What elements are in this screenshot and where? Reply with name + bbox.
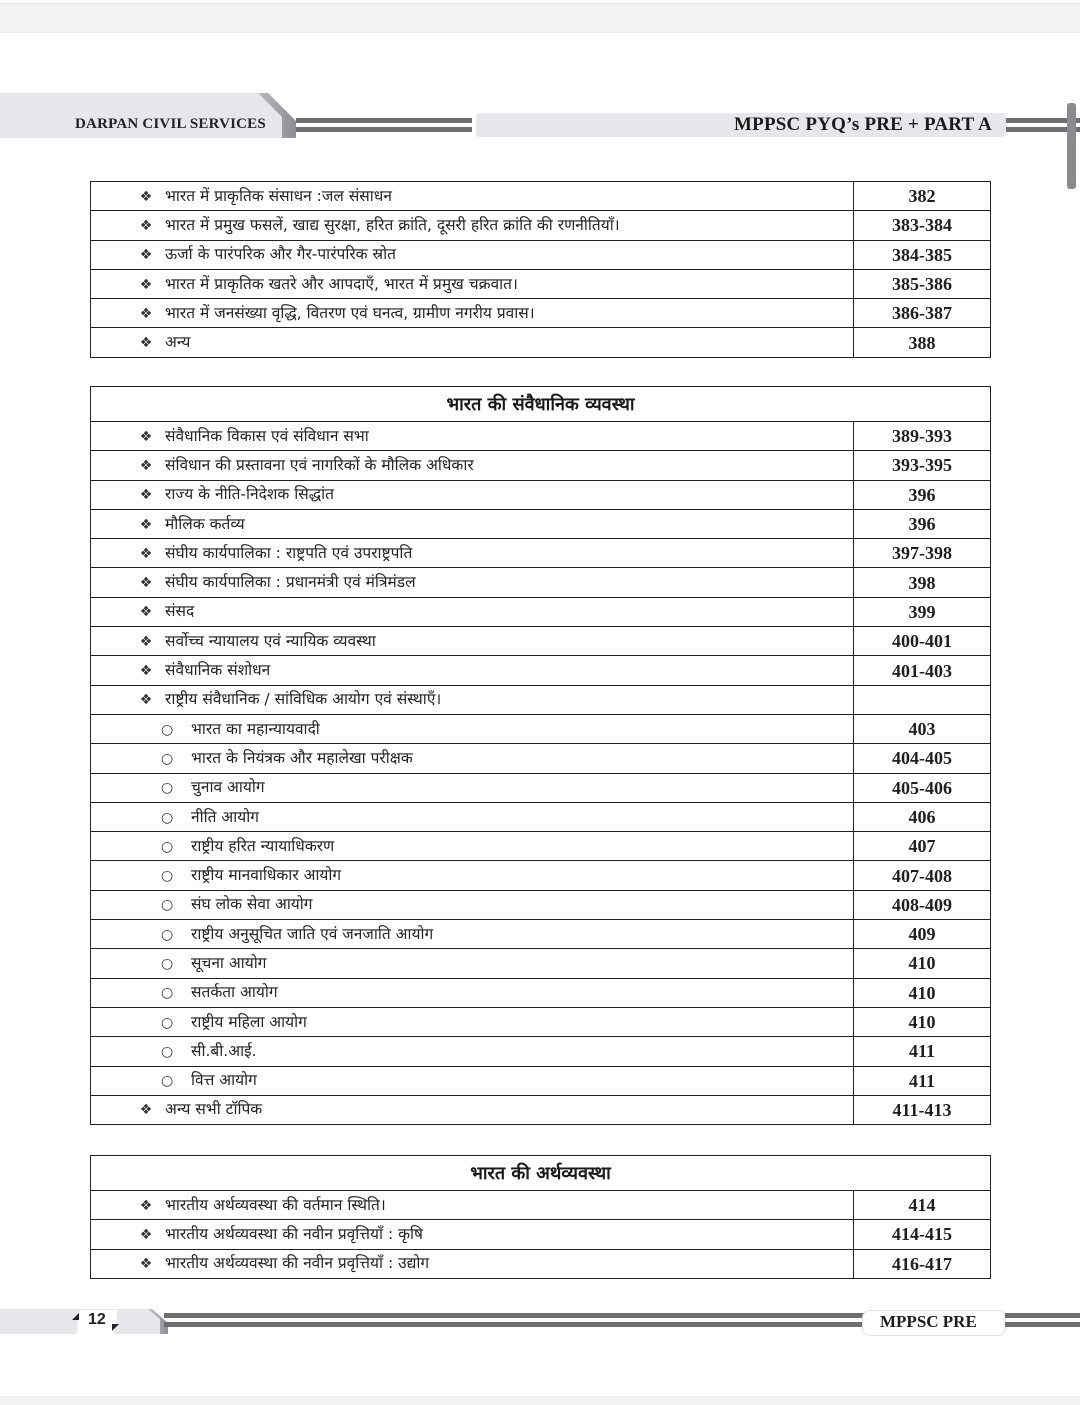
toc-entry-row	[91, 1249, 991, 1278]
topic-label: वित्त आयोग	[191, 1071, 257, 1090]
page-range-cell: 389-393	[854, 422, 991, 451]
diamond-bullet-icon: ❖	[139, 1197, 153, 1214]
diamond-bullet-icon: ❖	[139, 692, 153, 709]
page-range-cell: 411-413	[854, 1095, 991, 1124]
toc-entry-row	[91, 685, 991, 714]
topic-cell	[91, 597, 854, 626]
topic-cell	[91, 920, 854, 949]
page-range-cell: 403	[854, 714, 991, 743]
topic-cell	[91, 627, 854, 656]
topic-label: राज्य के नीति-निदेशक सिद्धांत	[165, 485, 334, 504]
page-range-cell: 400-401	[854, 627, 991, 656]
topic-label: संविधान की प्रस्तावना एवं नागरिकों के मौलिक अधिकार	[165, 455, 474, 474]
page-range-cell: 408-409	[854, 890, 991, 919]
topic-label: भारत का महान्यायवादी	[191, 719, 320, 738]
topic-label: राष्ट्रीय संवैधानिक / सांविधिक आयोग एवं संस्थाएँ।	[165, 690, 442, 709]
vertical-bar-decoration	[1067, 103, 1076, 189]
diamond-bullet-icon: ❖	[139, 604, 153, 621]
toc-subentry-row	[91, 1066, 991, 1095]
toc-entry-row	[91, 539, 991, 568]
topic-label: चुनाव आयोग	[191, 778, 265, 797]
page-range-cell: 386-387	[854, 299, 991, 328]
corner-triangle-icon	[112, 1324, 119, 1331]
topic-label: संवैधानिक संशोधन	[165, 661, 271, 680]
footer-title: MPPSC PRE	[880, 1312, 977, 1331]
diamond-bullet-icon: ❖	[139, 516, 153, 533]
topic-cell	[91, 422, 854, 451]
corner-triangle-icon	[72, 1313, 79, 1320]
topic-label: भारतीय अर्थव्यवस्था की वर्तमान स्थिति।	[165, 1195, 386, 1214]
page-range-cell: 407-408	[854, 861, 991, 890]
diamond-bullet-icon: ❖	[139, 247, 153, 264]
page-range-cell: 410	[854, 978, 991, 1007]
toc-entry-row	[91, 568, 991, 597]
topic-label: राष्ट्रीय मानवाधिकार आयोग	[191, 866, 342, 885]
topic-label: राष्ट्रीय महिला आयोग	[191, 1012, 307, 1031]
topic-cell	[91, 1037, 854, 1066]
circle-bullet-icon: ○	[161, 721, 174, 738]
topic-cell	[91, 1095, 854, 1124]
toc-entry-row	[91, 240, 991, 269]
page-range-cell: 393-395	[854, 451, 991, 480]
toc-entry-row	[91, 451, 991, 480]
topic-cell	[91, 949, 854, 978]
topic-label: सर्वोच्च न्यायालय एवं न्यायिक व्यवस्था	[165, 631, 376, 650]
topic-label: भारत के नियंत्रक और महालेखा परीक्षक	[191, 748, 413, 767]
topic-cell	[91, 802, 854, 831]
topic-cell	[91, 1007, 854, 1036]
page-range-cell: 405-406	[854, 773, 991, 802]
topic-label: भारतीय अर्थव्यवस्था की नवीन प्रवृत्तियाँ : कृषि	[165, 1224, 423, 1243]
page-range-cell: 382	[854, 182, 991, 211]
topic-label: राष्ट्रीय हरित न्यायाधिकरण	[191, 836, 335, 855]
page-range-cell: 398	[854, 568, 991, 597]
topic-label: नीति आयोग	[191, 807, 259, 826]
toc-subentry-row	[91, 1007, 991, 1036]
toc-entry-row	[91, 480, 991, 509]
circle-bullet-icon: ○	[161, 868, 174, 885]
diamond-bullet-icon: ❖	[139, 428, 153, 445]
diamond-bullet-icon: ❖	[139, 305, 153, 322]
page-range-cell: 411	[854, 1066, 991, 1095]
toc-table-geography	[90, 181, 991, 358]
page-range-cell: 411	[854, 1037, 991, 1066]
toc-entry-row	[91, 328, 991, 357]
header-double-rule	[296, 118, 472, 132]
diamond-bullet-icon: ❖	[139, 633, 153, 650]
page-range-cell: 396	[854, 509, 991, 538]
topic-cell	[91, 978, 854, 1007]
diamond-bullet-icon: ❖	[139, 1102, 153, 1119]
circle-bullet-icon: ○	[161, 838, 174, 855]
topic-cell	[91, 656, 854, 685]
topic-cell	[91, 861, 854, 890]
circle-bullet-icon: ○	[161, 750, 174, 767]
page-range-cell: 399	[854, 597, 991, 626]
topic-cell	[91, 269, 854, 298]
circle-bullet-icon: ○	[161, 926, 174, 943]
page-range-cell: 384-385	[854, 240, 991, 269]
page-range-cell: 396	[854, 480, 991, 509]
circle-bullet-icon: ○	[161, 955, 174, 972]
toc-entry-row	[91, 627, 991, 656]
topic-cell	[91, 539, 854, 568]
book-title: MPPSC PYQ’s PRE + PART A	[734, 114, 992, 135]
toc-entry-row	[91, 269, 991, 298]
publisher-name: DARPAN CIVIL SERVICES	[75, 116, 266, 132]
topic-label: भारत में जनसंख्या वृद्धि, वितरण एवं घनत्व, ग्रामीण नगरीय प्रवास।	[165, 303, 535, 322]
page-range-cell: 409	[854, 920, 991, 949]
topic-cell	[91, 240, 854, 269]
page-range-cell: 406	[854, 802, 991, 831]
toc-entry-row	[91, 182, 991, 211]
circle-bullet-icon: ○	[161, 809, 174, 826]
toc-entry-row	[91, 422, 991, 451]
circle-bullet-icon: ○	[161, 1043, 174, 1060]
diamond-bullet-icon: ❖	[139, 545, 153, 562]
diamond-bullet-icon: ❖	[139, 575, 153, 592]
toc-subentry-row	[91, 1037, 991, 1066]
toc-entry-row	[91, 1220, 991, 1249]
section-title: भारत की अर्थव्यवस्था	[91, 1156, 991, 1191]
toc-entry-row	[91, 1191, 991, 1220]
diamond-bullet-icon: ❖	[139, 1256, 153, 1273]
diamond-bullet-icon: ❖	[139, 276, 153, 293]
topic-cell	[91, 568, 854, 597]
diamond-bullet-icon: ❖	[139, 1226, 153, 1243]
page-number: 12	[88, 1311, 106, 1328]
circle-bullet-icon: ○	[161, 897, 174, 914]
toc-subentry-row	[91, 890, 991, 919]
page-range-cell: 404-405	[854, 744, 991, 773]
topic-cell	[91, 299, 854, 328]
toc-subentry-row	[91, 832, 991, 861]
page-range-cell: 414	[854, 1191, 991, 1220]
page-range-cell: 385-386	[854, 269, 991, 298]
footer-double-rule	[164, 1313, 864, 1327]
topic-cell	[91, 714, 854, 743]
toc-entry-row	[91, 211, 991, 240]
toc-table-economy	[90, 1155, 991, 1279]
topic-cell	[91, 509, 854, 538]
diamond-bullet-icon: ❖	[139, 188, 153, 205]
diamond-bullet-icon: ❖	[139, 335, 153, 352]
topic-label: राष्ट्रीय अनुसूचित जाति एवं जनजाति आयोग	[191, 924, 434, 943]
topic-cell	[91, 832, 854, 861]
viewer-top-strip	[0, 3, 1080, 33]
topic-cell	[91, 1249, 854, 1278]
topic-cell	[91, 773, 854, 802]
topic-label: भारत में प्राकृतिक खतरे और आपदाएँ, भारत में प्रमुख चक्रवात।	[165, 274, 518, 293]
topic-label: ऊर्जा के पारंपरिक और गैर-पारंपरिक स्रोत	[165, 245, 397, 264]
topic-label: भारतीय अर्थव्यवस्था की नवीन प्रवृत्तियाँ : उद्योग	[165, 1254, 430, 1273]
page-range-cell: 388	[854, 328, 991, 357]
toc-entry-row	[91, 299, 991, 328]
page-range-cell: 416-417	[854, 1249, 991, 1278]
topic-label: संघ लोक सेवा आयोग	[191, 895, 313, 914]
topic-cell	[91, 1191, 854, 1220]
topic-label: संघीय कार्यपालिका : राष्ट्रपति एवं उपराष्ट्रपति	[165, 543, 413, 562]
diamond-bullet-icon: ❖	[139, 457, 153, 474]
circle-bullet-icon: ○	[161, 985, 174, 1002]
topic-cell	[91, 744, 854, 773]
topic-label: मौलिक कर्तव्य	[165, 514, 245, 533]
diamond-bullet-icon: ❖	[139, 217, 153, 234]
toc-subentry-row	[91, 802, 991, 831]
toc-subentry-row	[91, 861, 991, 890]
page-range-cell: 414-415	[854, 1220, 991, 1249]
topic-cell	[91, 451, 854, 480]
toc-table-polity	[90, 386, 991, 1125]
topic-label: अन्य	[165, 333, 191, 352]
topic-label: भारत में प्राकृतिक संसाधन :जल संसाधन	[165, 186, 392, 205]
toc-entry-row	[91, 1095, 991, 1124]
page-range-cell: 407	[854, 832, 991, 861]
page-range-cell: 410	[854, 949, 991, 978]
topic-label: संवैधानिक विकास एवं संविधान सभा	[165, 426, 369, 445]
topic-cell	[91, 182, 854, 211]
topic-cell	[91, 1066, 854, 1095]
circle-bullet-icon: ○	[161, 780, 174, 797]
toc-subentry-row	[91, 773, 991, 802]
diamond-bullet-icon: ❖	[139, 487, 153, 504]
toc-entry-row	[91, 509, 991, 538]
toc-subentry-row	[91, 978, 991, 1007]
topic-label: अन्य सभी टॉपिक	[165, 1100, 263, 1119]
topic-cell	[91, 685, 854, 714]
toc-subentry-row	[91, 744, 991, 773]
topic-label: सूचना आयोग	[191, 953, 267, 972]
toc-subentry-row	[91, 714, 991, 743]
topic-cell	[91, 1220, 854, 1249]
page-range-cell	[854, 685, 991, 714]
page-range-cell: 401-403	[854, 656, 991, 685]
section-title: भारत की संवैधानिक व्यवस्था	[91, 387, 991, 422]
toc-entry-row	[91, 597, 991, 626]
topic-label: सी.बी.आई.	[191, 1041, 257, 1060]
topic-cell	[91, 328, 854, 357]
topic-cell	[91, 890, 854, 919]
toc-entry-row	[91, 656, 991, 685]
page-range-cell: 397-398	[854, 539, 991, 568]
topic-label: संघीय कार्यपालिका : प्रधानमंत्री एवं मंत्रिमंडल	[165, 573, 416, 592]
page-range-cell: 410	[854, 1007, 991, 1036]
page-range-cell: 383-384	[854, 211, 991, 240]
topic-label: सतर्कता आयोग	[191, 983, 278, 1002]
circle-bullet-icon: ○	[161, 1014, 174, 1031]
topic-label: संसद	[165, 602, 195, 621]
topic-label: भारत में प्रमुख फसलें, खाद्य सुरक्षा, हरित क्रांति, दूसरी हरित क्रांति की रणनीतियाँ।	[165, 215, 620, 234]
footer-double-rule-right	[1005, 1313, 1080, 1327]
topic-cell	[91, 480, 854, 509]
diamond-bullet-icon: ❖	[139, 663, 153, 680]
circle-bullet-icon: ○	[161, 1073, 174, 1090]
toc-subentry-row	[91, 920, 991, 949]
toc-subentry-row	[91, 949, 991, 978]
topic-cell	[91, 211, 854, 240]
